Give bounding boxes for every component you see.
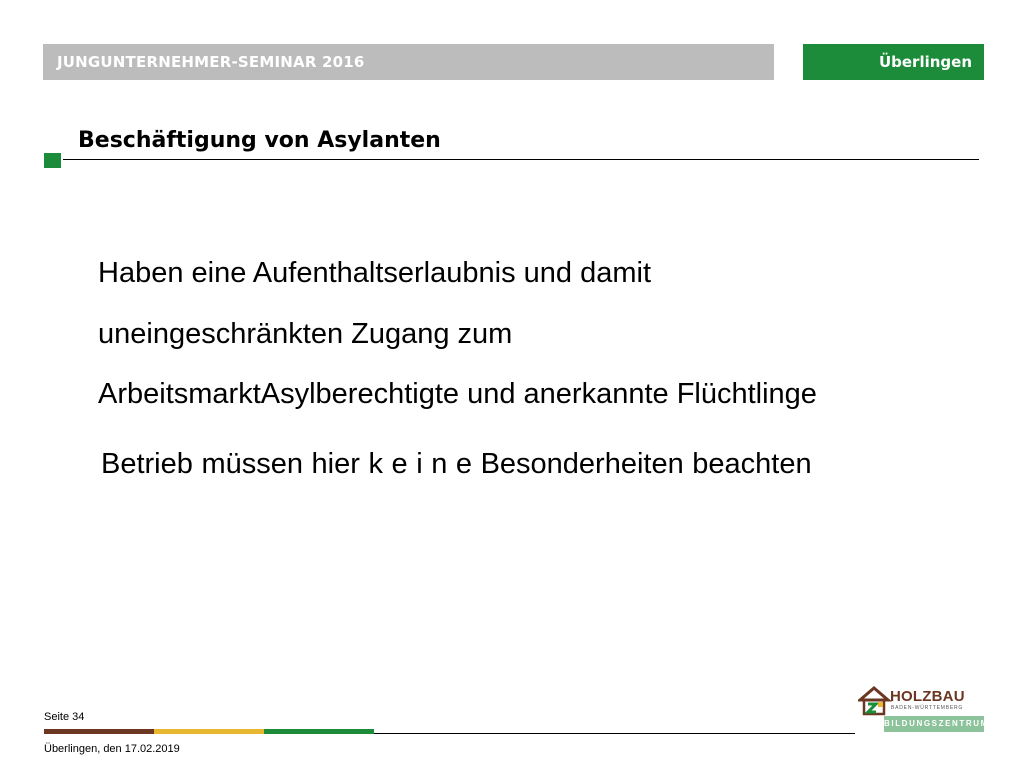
footer-strip-green — [264, 729, 374, 734]
logo-name: HOLZBAU — [890, 688, 965, 705]
body-line: uneingeschränkten Zugang zum — [98, 318, 513, 350]
seminar-title: JUNGUNTERNEHMER-SEMINAR 2016 — [57, 53, 365, 71]
footer-rule — [374, 733, 855, 734]
body-line: Haben eine Aufenthaltserlaubnis und damit — [98, 257, 651, 289]
location-badge — [803, 44, 984, 80]
holzbau-logo — [858, 684, 989, 736]
body-line: Betrieb müssen hier k e i n e Besonderheiten beachten — [101, 448, 812, 480]
logo-region: BADEN-WÜRTTEMBERG — [891, 705, 964, 711]
house-icon — [858, 684, 892, 718]
body-line: ArbeitsmarktAsylberechtigte und anerkannte Flüchtlinge — [98, 378, 817, 410]
heading-rule — [63, 159, 979, 160]
logo-subtitle-bar — [884, 716, 989, 732]
page-number: Seite 34 — [44, 711, 85, 723]
footer-place-date: Überlingen, den 17.02.2019 — [44, 743, 180, 755]
location-label: Überlingen — [878, 53, 972, 71]
slide-heading: Beschäftigung von Asylanten — [78, 128, 441, 153]
seminar-title-bar — [43, 44, 774, 80]
logo-subtitle: BILDUNGSZENTRUM — [884, 719, 989, 728]
heading-marker — [44, 153, 61, 168]
footer-strip-yellow — [154, 729, 264, 734]
footer-strip-brown — [44, 729, 154, 734]
